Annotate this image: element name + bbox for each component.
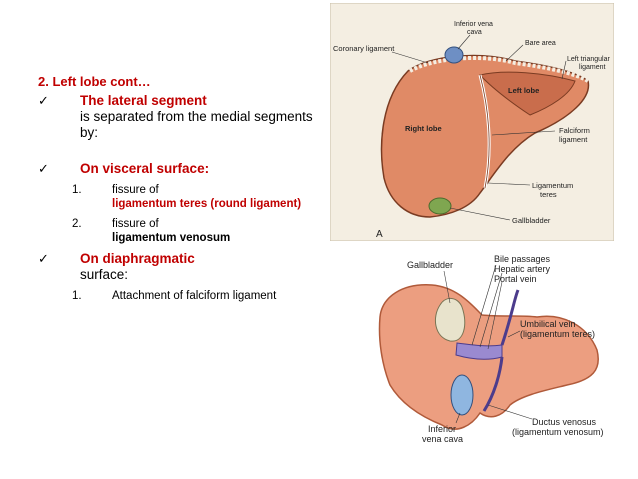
porta-hepatis-shape bbox=[456, 343, 502, 359]
bullet-text: is separated from the medial segments by: bbox=[80, 109, 313, 140]
bullet-diaphragmatic-surface bbox=[38, 251, 318, 283]
list-item: 2. fissure of ligamentum venosum bbox=[72, 218, 231, 244]
label-ivc-1: Inferior bbox=[428, 424, 457, 434]
slide-text bbox=[38, 74, 318, 303]
label-left-triangular-2: ligament bbox=[579, 64, 606, 71]
label-gallbladder: Gallbladder bbox=[407, 260, 454, 270]
label-ivc-1: Inferior vena bbox=[454, 21, 493, 28]
liver-anterior-figure bbox=[330, 3, 614, 241]
bullet-red-text: On visceral surface: bbox=[80, 161, 210, 176]
label-ligamentum-1: Ligamentum bbox=[532, 181, 574, 190]
label-umbilical-1: Umbilical vein bbox=[520, 319, 576, 329]
gallbladder-shape bbox=[435, 298, 464, 341]
label-portal-vein: Portal vein bbox=[494, 274, 537, 284]
label-left-lobe: Left lobe bbox=[508, 86, 540, 95]
label-ductus-1: Ductus venosus bbox=[532, 417, 597, 427]
gallbladder-shape bbox=[429, 198, 451, 214]
slide-heading: 2. Left lobe cont… bbox=[38, 74, 151, 89]
liver-visceral-figure bbox=[362, 245, 624, 455]
bullet-lateral-segment bbox=[38, 93, 318, 141]
label-bare-area: Bare area bbox=[525, 40, 556, 47]
checkmark-icon: ✓ bbox=[38, 93, 49, 108]
bullet-red-text: On diaphragmatic bbox=[80, 251, 195, 266]
label-hepatic-artery: Hepatic artery bbox=[494, 264, 551, 274]
bullet-red-text: The lateral segment bbox=[80, 93, 207, 108]
list-item: 1. fissure of ligamentum teres (round ligament) bbox=[72, 184, 302, 210]
liver-visceral-diagram bbox=[362, 245, 624, 455]
label-ductus-2: (ligamentum venosum) bbox=[512, 427, 604, 437]
checkmark-icon: ✓ bbox=[38, 161, 49, 176]
list-item: 1. Attachment of falciform ligament bbox=[72, 290, 277, 302]
ivc-shape bbox=[445, 47, 463, 63]
bullet-text: surface: bbox=[80, 267, 129, 282]
label-ligamentum-2: teres bbox=[540, 190, 557, 199]
label-left-triangular-1: Left triangular bbox=[567, 56, 610, 63]
liver-anterior-diagram bbox=[330, 3, 614, 241]
label-ivc-2: vena cava bbox=[422, 434, 464, 444]
ivc-shape bbox=[451, 375, 473, 415]
label-right-lobe: Right lobe bbox=[405, 124, 442, 133]
checkmark-icon: ✓ bbox=[38, 251, 49, 266]
label-panel-a: A bbox=[376, 229, 383, 240]
label-falciform-1: Falciform bbox=[559, 126, 590, 135]
label-bile-passages: Bile passages bbox=[494, 254, 551, 264]
label-umbilical-2: (ligamentum teres) bbox=[520, 329, 596, 339]
label-falciform-2: ligament bbox=[559, 135, 588, 144]
label-ivc-2: cava bbox=[467, 29, 482, 36]
label-coronary-ligament: Coronary ligament bbox=[333, 44, 395, 53]
bullet-visceral-surface bbox=[38, 161, 318, 177]
label-gallbladder: Gallbladder bbox=[512, 216, 551, 225]
